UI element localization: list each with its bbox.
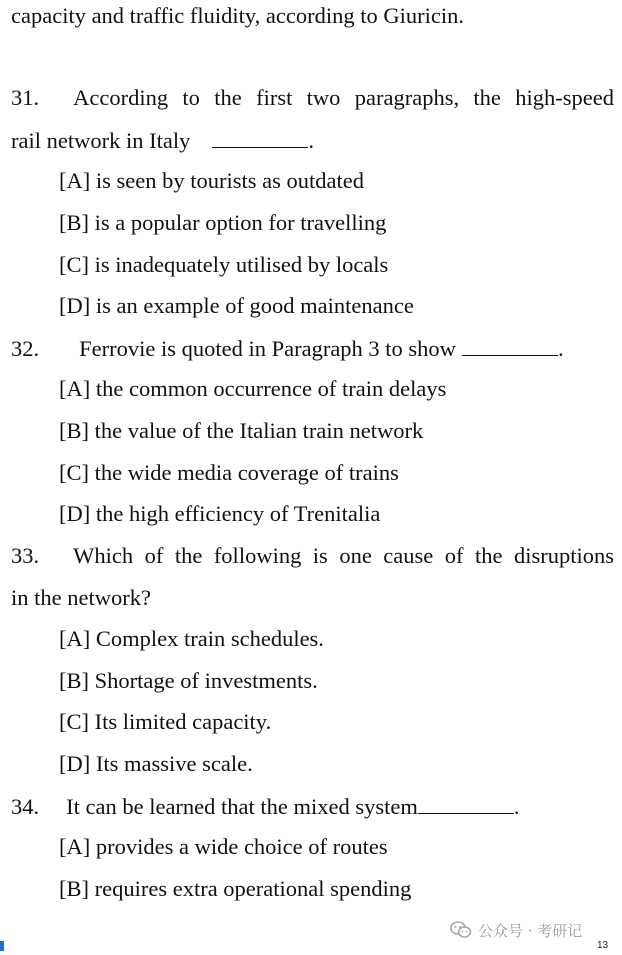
blank-period: . [308,128,314,153]
option-31b: [B] is a popular option for travelling [59,210,387,235]
option-33a: [A] Complex train schedules. [59,626,324,651]
question-31-number: 31. [11,85,40,110]
question-34-stem: It can be learned that the mixed system [66,794,418,819]
question-32-line [11,333,614,364]
wechat-icon [450,921,472,939]
intro-tail: capacity and traffic fluidity, according to Giuricin. [11,3,464,28]
question-33-number: 33. [11,543,40,568]
answer-blank [462,333,558,356]
option-34b: [B] requires extra operational spending [59,876,412,901]
page-number: 13 [597,940,609,951]
option-33c: [C] Its limited capacity. [59,709,272,734]
question-34-line [11,791,614,822]
question-32-number: 32. [11,336,40,361]
option-33b: [B] Shortage of investments. [59,668,318,693]
option-32a: [A] the common occurrence of train delays [59,376,447,401]
option-33d: [D] Its massive scale. [59,751,253,776]
option-31c: [C] is inadequately utilised by locals [59,252,389,277]
option-31a: [A] is seen by tourists as outdated [59,168,364,193]
question-34-number: 34. [11,794,40,819]
question-31-line2 [11,125,614,156]
option-32c: [C] the wide media coverage of trains [59,460,399,485]
question-33-line2: in the network? [11,585,151,610]
option-32b: [B] the value of the Italian train network [59,418,424,443]
blank-period: . [513,794,520,819]
watermark [450,918,582,942]
question-32-stem: Ferrovie is quoted in Paragraph 3 to show [79,336,456,361]
option-32d: [D] the high efficiency of Trenitalia [59,501,381,526]
question-33-line1 [11,541,614,571]
question-33-stem: Which of the following is one cause of the disruptions [73,543,614,568]
question-31-stem: According to the first two paragraphs, the high-speed [73,85,614,110]
answer-blank [212,125,308,148]
option-34a: [A] provides a wide choice of routes [59,834,388,859]
edge-marker [0,941,4,951]
question-31-stem-cont: rail network in Italy [11,128,191,153]
answer-blank [418,791,514,814]
question-31-line1 [11,83,614,113]
option-31d: [D] is an example of good maintenance [59,293,414,318]
blank-period: . [557,336,564,361]
watermark-text: 公众号 · 考研记 [478,921,583,940]
